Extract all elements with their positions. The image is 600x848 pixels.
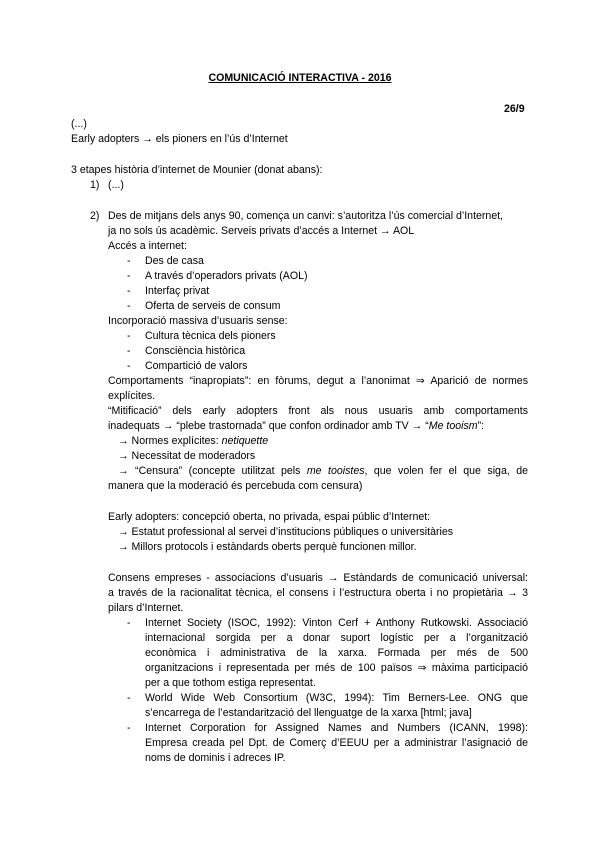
bullet-dash: - xyxy=(127,722,131,734)
consens-line2: a través de la racionalitat tècnica, el consens i l’estructura oberta i no propietària → 3 xyxy=(108,587,528,599)
pilar-icann-line: Internet Corporation for Assigned Names and Numbers (ICANN, 1998): xyxy=(145,722,528,734)
consens-line3: pilars d’Internet. xyxy=(108,602,184,614)
consens-line1: Consens empreses - associacions d’usuaris → Estàndards de comunicació universal: xyxy=(108,572,528,584)
mitificacio-line2-end: ”: xyxy=(477,420,485,432)
pilar-icann-line: Empresa creada pel Dpt. de Comerç d’EEUU per a administrar l’asignació de xyxy=(145,737,528,749)
comportaments-line1: Comportaments “inapropiats”: en fòrums, degut a l’anonimat ⇒ Aparició de normes xyxy=(108,375,528,387)
bullet-dash: - xyxy=(127,255,131,267)
pilar-isoc-line: internacional sorgida per a donar suport logístic per a l’organització xyxy=(145,632,528,644)
censura-end: , que volen fer el que siga, de xyxy=(364,465,528,477)
list-item-1-text: (...) xyxy=(108,179,124,191)
mitificacio-line2 xyxy=(108,420,484,433)
normes-label: → Normes explícites: xyxy=(118,435,222,447)
early-concepcio: Early adopters: concepció oberta, no privada, espai públic d’Internet: xyxy=(108,511,431,523)
acces-item: Oferta de serveis de consum xyxy=(145,300,281,312)
me-tooism-term: Me tooism xyxy=(428,420,478,432)
list-number-1: 1) xyxy=(90,179,100,191)
pilar-w3c-line: World Wide Web Consortium (W3C, 1994): Tim Berners-Lee. ONG que xyxy=(145,692,528,704)
arrow-item-normes xyxy=(118,435,268,448)
acces-item: Des de casa xyxy=(145,255,204,267)
early-item: → Millors protocols i estàndards oberts perquè funcionen millor. xyxy=(118,541,417,553)
pilar-icann-line: noms de dominis i adreces IP. xyxy=(145,752,286,764)
pilar-isoc-line: econòmica i administrativa de la xarxa. Formada per més de 500 xyxy=(145,647,528,659)
incorporacio-item: Cultura tècnica dels pioners xyxy=(145,330,276,342)
bullet-dash: - xyxy=(127,617,131,629)
censura-start: → “Censura” (concepte utilitzat pels xyxy=(118,465,307,477)
acces-item: A través d’operadors privats (AOL) xyxy=(145,270,308,282)
early-adopters-definition: Early adopters → els pioners en l’ús d’Internet xyxy=(71,133,288,145)
date-label: 26/9 xyxy=(504,103,525,115)
list-item-2-line2: ja no sols ús acadèmic. Serveis privats d’accés a Internet → AOL xyxy=(108,225,415,237)
me-tooistes-term: me tooistes xyxy=(306,465,365,477)
bullet-dash: - xyxy=(127,345,131,357)
incorporacio-item: Compartició de valors xyxy=(145,360,248,372)
arrow-item-moderadors: → Necessitat de moderadors xyxy=(118,450,256,462)
bullet-dash: - xyxy=(127,692,131,704)
early-item: → Estatut professional al servei d’institucions públiques o universitàries xyxy=(118,526,454,538)
document-title: COMUNICACIÓ INTERACTIVA - 2016 xyxy=(208,72,392,84)
bullet-dash: - xyxy=(127,300,131,312)
incorporacio-item: Consciència històrica xyxy=(145,345,246,357)
bullet-dash: - xyxy=(127,330,131,342)
acces-item: Interfaç privat xyxy=(145,285,210,297)
pilar-w3c-line: s’encarrega de l’estandarització del llenguatge de la xarxa [html; java] xyxy=(145,707,472,719)
list-item-2-line1: Des de mitjans dels anys 90, comença un canvi: s’autoritza l’ús comercial d’Internet, xyxy=(108,210,504,222)
netiquette-term: netiquette xyxy=(221,435,269,447)
bullet-dash: - xyxy=(127,270,131,282)
comportaments-line2: explícites. xyxy=(108,390,156,402)
incorporacio-heading: Incorporació massiva d’usuaris sense: xyxy=(108,315,288,327)
pilar-isoc-line: per a que tothom estiga representat. xyxy=(145,677,316,689)
arrow-item-censura-line2: manera que la moderació és percebuda com censura) xyxy=(108,480,363,492)
mitificacio-line1: “Mitificació” dels early adopters front als nous usuaris amb comportaments xyxy=(108,405,528,417)
pilar-isoc-line: Internet Society (ISOC, 1992): Vinton Cerf + Anthony Rutkowski. Associació xyxy=(145,617,528,629)
intro-ellipsis: (...) xyxy=(71,118,87,130)
pilar-isoc-line: organitzacions i representada per més de 100 països ⇒ màxima participació xyxy=(145,662,528,674)
etapes-heading: 3 etapes història d’internet de Mounier (donat abans): xyxy=(71,164,323,176)
mitificacio-line2-start: inadequats → “plebe trastornada” que confon ordinador amb TV → “ xyxy=(108,420,429,432)
list-number-2: 2) xyxy=(90,210,100,222)
bullet-dash: - xyxy=(127,285,131,297)
bullet-dash: - xyxy=(127,360,131,372)
arrow-item-censura-line1 xyxy=(118,465,528,478)
acces-heading: Accés a internet: xyxy=(108,240,187,252)
